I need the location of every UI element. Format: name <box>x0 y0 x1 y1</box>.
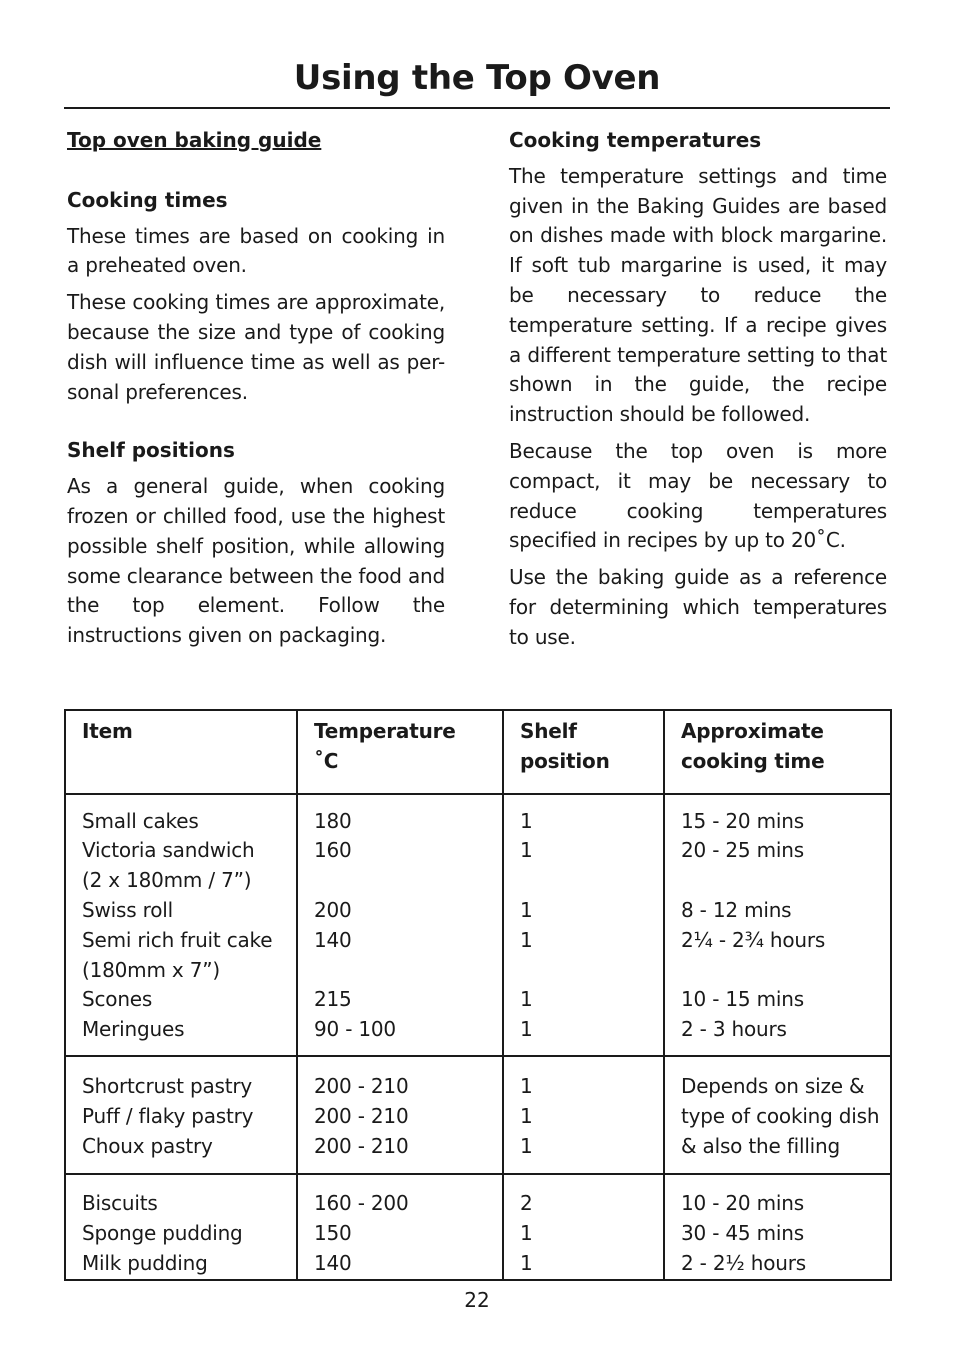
title-divider <box>64 107 890 109</box>
cell-line: 1 <box>520 1221 533 1246</box>
temperature-cell <box>297 794 503 1056</box>
cell-line: Victoria sandwich <box>82 838 255 863</box>
cell-line: 1 <box>520 897 533 922</box>
header-shelf-position: Shelf position <box>503 710 664 794</box>
time-cell <box>664 1056 891 1174</box>
cooking-temperatures-heading: Cooking temperatures <box>509 128 762 152</box>
cell-line: 1 <box>520 808 533 833</box>
cell-line: 1 <box>520 1073 533 1098</box>
cell-line: 1 <box>520 1133 533 1158</box>
item-cell <box>65 1174 297 1279</box>
cell-line: 160 - 200 <box>314 1191 409 1216</box>
cell-line: Puff / flaky pastry <box>82 1103 254 1128</box>
cell-line: 1 <box>520 1103 533 1128</box>
cell-line: type of cooking dish <box>681 1103 880 1128</box>
cell-line <box>520 956 663 986</box>
cell-line <box>520 866 663 896</box>
cell-line: Swiss roll <box>82 897 173 922</box>
temperature-cell <box>297 1174 503 1279</box>
item-cell <box>65 794 297 1056</box>
cell-line: (180mm x 7”) <box>82 957 220 982</box>
shelf-cell <box>503 1056 664 1174</box>
cell-line: Semi rich fruit cake <box>82 927 273 952</box>
cell-line: 200 <box>314 897 352 922</box>
cell-line <box>314 956 502 986</box>
item-cell <box>65 1056 297 1174</box>
cell-line: 140 <box>314 927 352 952</box>
header-cooking-time: Approximate cooking time <box>664 710 891 794</box>
cell-line: 1 <box>520 1017 533 1042</box>
cell-line: 90 - 100 <box>314 1017 396 1042</box>
cell-line: 30 - 45 mins <box>681 1221 804 1246</box>
cooking-temperatures-paragraph: The temperature settings and time given in the Baking Guides are based on dishes made with block margarine. If soft tub margarine is used, it may be necessary to reduce the temperature setting. If a recipe gives a different temperature setting to that shown in the guide, the recipe instruction should be followed. <box>509 163 887 427</box>
cell-line: 10 - 20 mins <box>681 1191 804 1216</box>
cell-line: 1 <box>520 987 533 1012</box>
cell-line: 215 <box>314 987 352 1012</box>
shelf-positions-paragraph: As a general guide, when cooking frozen or chilled food, use the highest possible shelf position, while allowing some clearance between the food and the top element. Follow the instructions given on packaging. <box>67 474 445 648</box>
shelf-cell <box>503 1174 664 1279</box>
cell-line: Meringues <box>82 1017 185 1042</box>
cooking-temperatures-paragraph: Because the top oven is more compact, it may be necessary to reduce cooking temperatures specified in recipes by up to 20˚C. <box>509 438 887 553</box>
cell-line: Depends on size & <box>681 1073 865 1098</box>
cell-line: Scones <box>82 987 153 1012</box>
cell-line: Choux pastry <box>82 1133 213 1158</box>
page-number: 22 <box>464 1288 490 1312</box>
cell-line: 180 <box>314 808 352 833</box>
table-row <box>65 1056 891 1174</box>
cell-line <box>681 866 890 896</box>
cell-line: 2 - 2½ hours <box>681 1250 806 1275</box>
temperature-cell <box>297 1056 503 1174</box>
cell-line: 15 - 20 mins <box>681 808 804 833</box>
cell-line: 160 <box>314 838 352 863</box>
cooking-times-paragraph: These times are based on cooking in a preheated oven. <box>67 223 445 278</box>
table-row <box>65 1174 891 1279</box>
cell-line: 140 <box>314 1250 352 1275</box>
cell-line: 1 <box>520 838 533 863</box>
cell-line: 1 <box>520 1250 533 1275</box>
baking-guide-heading: Top oven baking guide <box>67 128 322 152</box>
time-cell <box>664 794 891 1056</box>
time-cell <box>664 1174 891 1279</box>
cell-line: 2¼ - 2¾ hours <box>681 927 826 952</box>
cell-line: Small cakes <box>82 808 199 833</box>
baking-guide-table <box>64 709 892 1281</box>
header-temperature: Temperature ˚C <box>297 710 503 794</box>
cooking-times-paragraph: These cooking times are approximate, because the size and type of cooking dish will influence time as well as per- sonal preferences. <box>67 290 445 404</box>
cell-line: 1 <box>520 927 533 952</box>
left-column <box>67 126 445 658</box>
cell-line: Milk pudding <box>82 1250 208 1275</box>
cell-line <box>314 866 502 896</box>
shelf-positions-heading: Shelf positions <box>67 438 235 463</box>
header-item: Item <box>65 710 297 794</box>
cell-line: 2 - 3 hours <box>681 1017 787 1042</box>
cell-line: Shortcrust pastry <box>82 1073 253 1098</box>
cell-line: 20 - 25 mins <box>681 838 804 863</box>
cell-line: 2 <box>520 1191 533 1216</box>
right-column <box>509 126 887 660</box>
cooking-temperatures-paragraph: Use the baking guide as a reference for determining which temperatures to use. <box>509 565 887 649</box>
page-title: Using the Top Oven <box>293 58 661 98</box>
cell-line: 200 - 210 <box>314 1073 409 1098</box>
table-header-row <box>65 710 891 794</box>
shelf-cell <box>503 794 664 1056</box>
table-row <box>65 794 891 1056</box>
cell-line: 10 - 15 mins <box>681 987 804 1012</box>
cooking-times-heading: Cooking times <box>67 187 228 212</box>
cell-line: 200 - 210 <box>314 1103 409 1128</box>
cell-line <box>681 956 890 986</box>
cell-line: (2 x 180mm / 7”) <box>82 868 252 893</box>
cell-line: Sponge pudding <box>82 1221 243 1246</box>
cell-line: Biscuits <box>82 1191 158 1216</box>
cell-line: 200 - 210 <box>314 1133 409 1158</box>
cell-line: 150 <box>314 1221 352 1246</box>
cell-line: & also the filling <box>681 1133 840 1158</box>
cell-line: 8 - 12 mins <box>681 897 792 922</box>
